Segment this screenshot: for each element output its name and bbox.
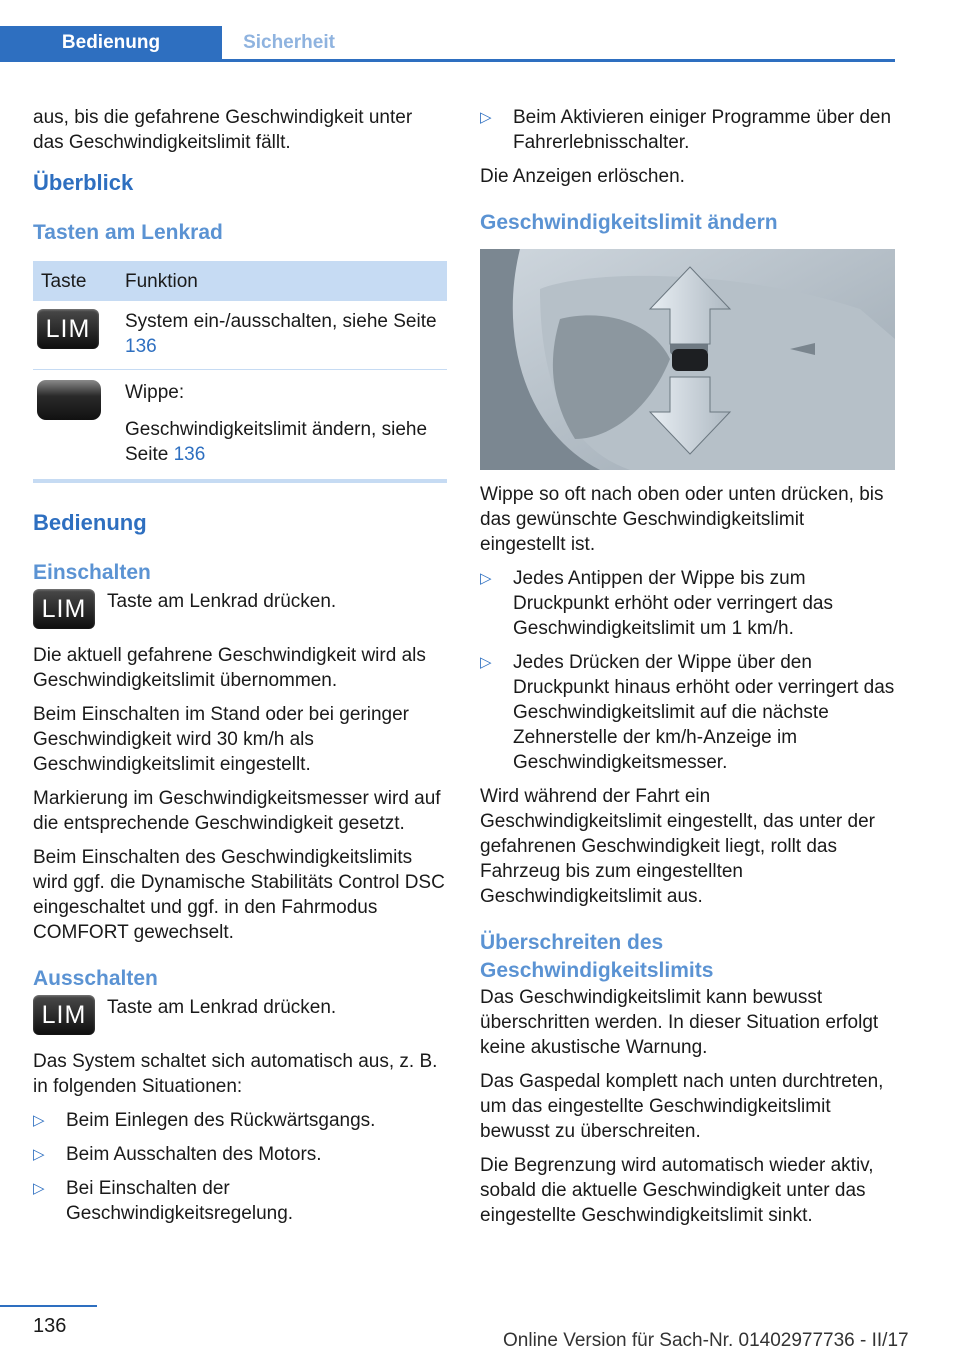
list-item: ▷ Jedes Antippen der Wippe bis zum Druckpunkt erhöht oder verringert das Geschwindigkeitslimit um 1 km/h. xyxy=(480,568,833,639)
footer-note: Online Version für Sach-Nr. 01402977736 - II/17 xyxy=(503,1330,909,1351)
triangle-bullet-icon: ▷ xyxy=(480,654,492,671)
heading-exceed-limit: Überschreiten des Geschwindigkeitslimits xyxy=(480,931,714,982)
lim-key-icon: LIM xyxy=(37,309,99,349)
paragraph: Das System schaltet sich automatisch aus, z. B. in folgenden Situationen: xyxy=(33,1051,438,1097)
list-item: ▷ Beim Einlegen des Rückwärtsgangs. xyxy=(33,1110,376,1131)
page-link[interactable]: 136 xyxy=(125,336,157,357)
list-item: ▷ Jedes Drücken der Wippe über den Druckpunkt hinaus erhöht oder verringert das Geschwindigkeitslimit auf die nächste Zehnerstelle der km/h-Anzeige im Geschwindigkeitsmesser. xyxy=(480,652,895,773)
paragraph: Beim Einschalten im Stand oder bei geringer Geschwindigkeit wird 30 km/h als Geschwindigkeitslimit eingestellt. xyxy=(33,704,409,775)
left-column xyxy=(33,105,447,1235)
header-divider xyxy=(0,59,895,62)
list-item: ▷ Beim Ausschalten des Motors. xyxy=(33,1144,322,1165)
heading-operation: Bedienung xyxy=(33,510,147,535)
footer-divider xyxy=(0,1305,97,1307)
right-column xyxy=(480,105,895,1237)
triangle-bullet-icon: ▷ xyxy=(33,1146,45,1163)
heading-overview: Überblick xyxy=(33,170,134,195)
switch-off-instruction: Taste am Lenkrad drücken. xyxy=(107,997,337,1018)
tab-sicherheit[interactable]: Sicherheit xyxy=(243,32,335,53)
tab-bedienung[interactable]: Bedienung xyxy=(0,26,222,60)
paragraph: Wird während der Fahrt ein Geschwindigkeitslimit eingestellt, das unter der gefahrenen Geschwindigkeit liegt, rollt das Fahrzeug bis zum eingestellten Geschwindigkeitslimit aus. xyxy=(480,786,875,907)
list-item: ▷ Beim Aktivieren einiger Programme über den Fahrerlebnisschalter. xyxy=(480,107,892,153)
heading-change-limit: Geschwindigkeitslimit ändern xyxy=(480,211,778,234)
row2-description: Geschwindigkeitslimit ändern, siehe Seite xyxy=(125,419,428,465)
paragraph: Die aktuell gefahrene Geschwindigkeit wird als Geschwindigkeitslimit übernommen. xyxy=(33,645,426,691)
chapter-tabs xyxy=(0,0,895,62)
switch-on-instruction: Taste am Lenkrad drücken. xyxy=(107,591,337,612)
steering-wheel-rocker-image xyxy=(480,249,895,470)
lim-key-icon: LIM xyxy=(33,995,95,1035)
triangle-bullet-icon: ▷ xyxy=(33,1112,45,1129)
lim-key-icon: LIM xyxy=(33,589,95,629)
paragraph: Das Gaspedal komplett nach unten durchtreten, um das eingestellte Geschwindigkeitslimit bewusst zu überschreiten. xyxy=(480,1071,884,1142)
paragraph: Beim Einschalten des Geschwindigkeitslimits wird ggf. die Dynamische Stabilitäts Control DSC eingeschaltet und ggf. in den Fahrmodus COMFORT gewechselt. xyxy=(33,847,445,943)
table-header-function: Funktion xyxy=(117,261,447,301)
table-row xyxy=(33,301,447,370)
triangle-bullet-icon: ▷ xyxy=(33,1180,45,1197)
triangle-bullet-icon: ▷ xyxy=(480,570,492,587)
table-header-key: Taste xyxy=(33,261,117,301)
page-number: 136 xyxy=(33,1315,67,1337)
list-item: ▷ Bei Einschalten der Geschwindigkeitsregelung. xyxy=(33,1178,294,1224)
heading-switch-off: Ausschalten xyxy=(33,967,158,990)
row2-label: Wippe: xyxy=(125,382,185,403)
table-row xyxy=(33,370,447,482)
row1-description: System ein-/ausschalten, siehe Seite xyxy=(125,311,437,332)
page-link[interactable]: 136 xyxy=(173,444,206,465)
keys-table xyxy=(33,261,447,483)
paragraph: Wippe so oft nach oben oder unten drücken, bis das gewünschte Geschwindigkeitslimit eingestellt ist. xyxy=(480,484,884,555)
paragraph: Die Anzeigen erlöschen. xyxy=(480,166,685,187)
intro-paragraph: aus, bis die gefahrene Geschwindigkeit unter das Geschwindigkeitslimit fällt. xyxy=(33,107,413,153)
paragraph: Das Geschwindigkeitslimit kann bewusst überschritten werden. In dieser Situation erfolgt keine akustische Warnung. xyxy=(480,987,879,1058)
paragraph: Die Begrenzung wird automatisch wieder aktiv, sobald die aktuelle Geschwindigkeit unter das eingestellte Geschwindigkeitslimit sinkt. xyxy=(480,1155,874,1226)
paragraph: Markierung im Geschwindigkeitsmesser wird auf die entsprechende Geschwindigkeit gesetzt. xyxy=(33,788,441,834)
heading-keys: Tasten am Lenkrad xyxy=(33,221,223,244)
triangle-bullet-icon: ▷ xyxy=(480,109,492,126)
rocker-switch-icon xyxy=(37,380,101,420)
heading-switch-on: Einschalten xyxy=(33,561,151,584)
